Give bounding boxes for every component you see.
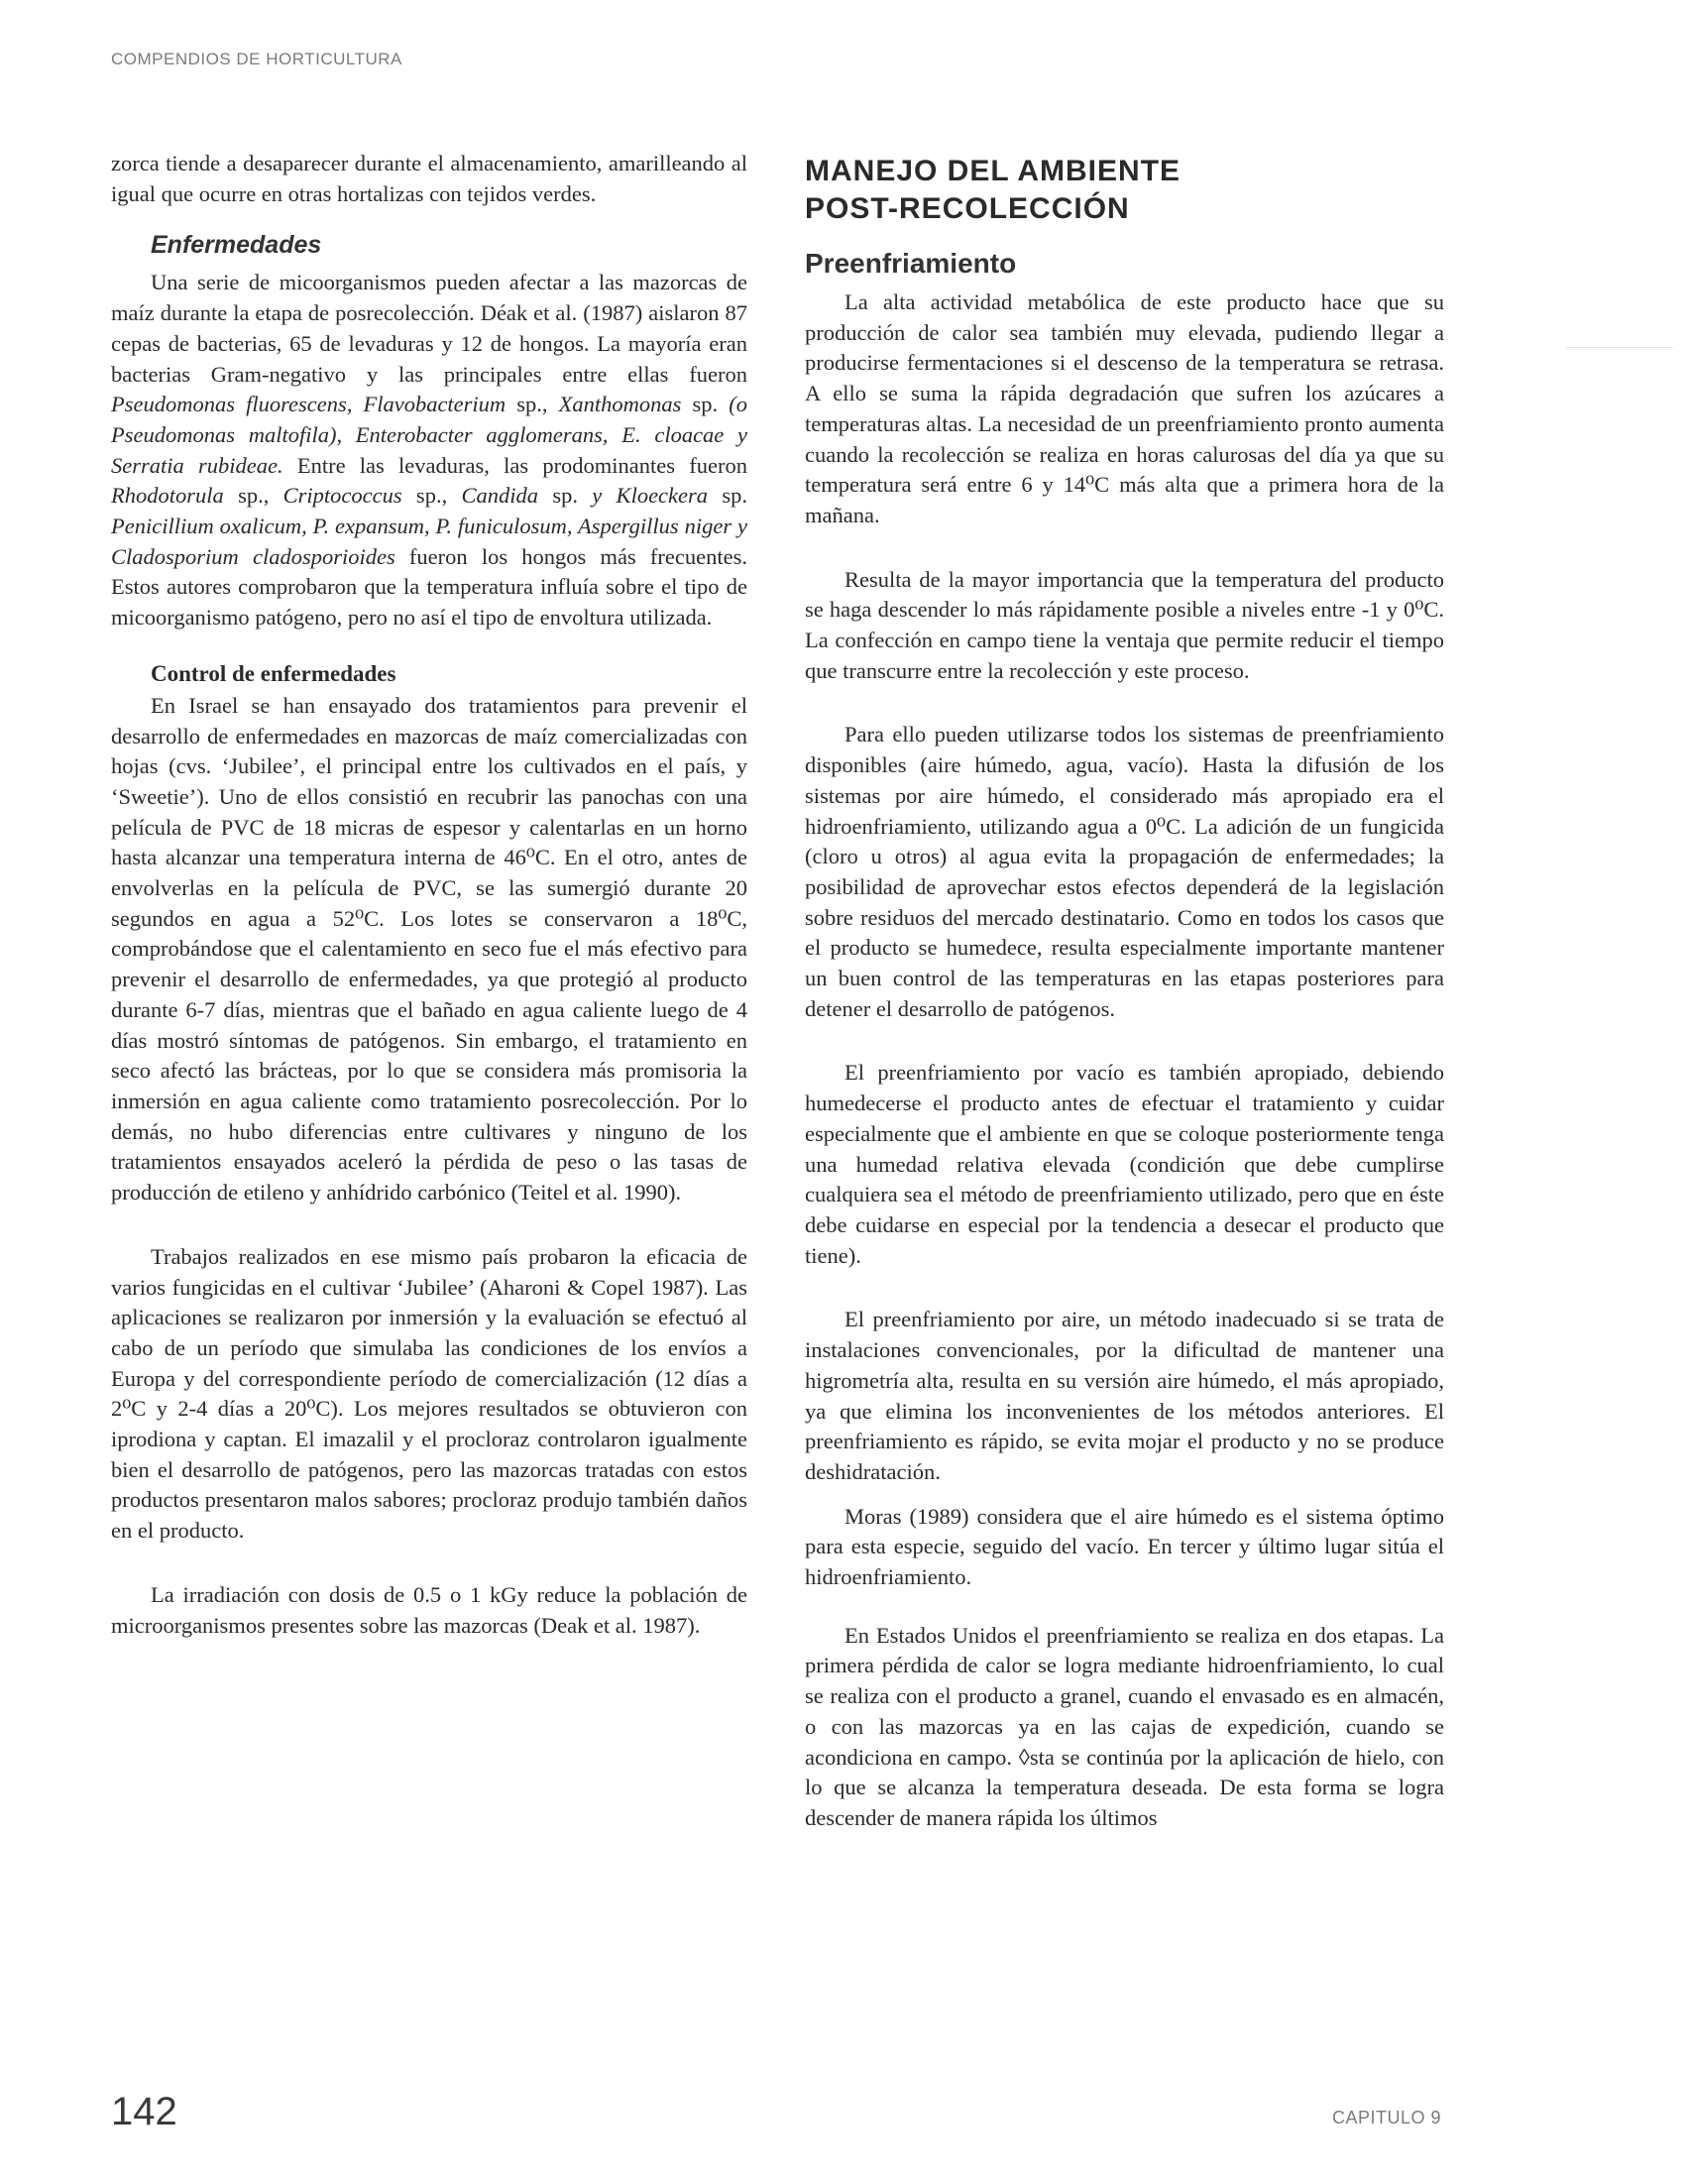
paragraph-actividad-metabolica: La alta actividad metabólica de este producto hace que su producción de calor sea también muy elevada, pudiendo llegar a producirse fermentaciones si el descenso de la temperatura se retrasa. A ello se suma la rápida degradación que sufren los azúcares a temperaturas altas. La necesidad de un preenfriamiento pronto aumenta cuando la recolección se realiza en horas calurosas del día ya que su temperatura será entre 6 y 14⁰C más alta que a primera hora de la mañana. xyxy=(805,289,1444,527)
heading-control-enfermedades: Control de enfermedades xyxy=(151,660,396,686)
right-column xyxy=(805,153,1444,1834)
paragraph-vacio: El preenfriamiento por vacío es también apropiado, debiendo humedecerse el producto antes de efectuar el tratamiento y cuidar especialmente que el ambiente en que se coloque posteriormente tenga una humedad relativa elevada (condición que debe cumplirse cualquiera sea el método de preenfriamiento utilizado, pero que en éste debe cuidarse en especial por la tendencia a desecar el producto que tiene). xyxy=(805,1060,1444,1268)
paragraph-israel: En Israel se han ensayado dos tratamientos para prevenir el desarrollo de enfermedades en mazorcas de maíz comercializadas con hojas (cvs. ‘Jubilee’, el principal entre los cultivados en el país, y ‘Sweetie’). Uno de ellos consistió en recubrir las panochas con una película de PVC de 18 micras de espesor y calentarlas en un horno hasta alcanzar una temperatura interna de 46⁰C. En el otro, antes de envolverlas en la película de PVC, se las sumergió durante 20 segundos en agua a 52⁰C. Los lotes se conservaron a 18⁰C, comprobándose que el calentamiento en seco fue el más efectivo para prevenir el desarrollo de enfermedades, ya que protegió al producto durante 6-7 días, mientras que el bañado en agua caliente luego de 4 días mostró síntomas de patógenos. Sin embargo, el tratamiento en seco afectó las brácteas, por lo que se considera más promisoria la inmersión en agua caliente como tratamiento posrecolección. Por lo demás, no hubo diferencias entre cultivares y ninguno de los tratamientos ensayados aceleró la pérdida de peso o las tasas de producción de etileno y anhídrido carbónico (Teitel et al. 1990). xyxy=(111,692,747,1206)
paragraph-enfermedades: Una serie de micoorganismos pueden afectar a las mazorcas de maíz durante la etapa de posrecolección. Déak et al. (1987) aislaron 87 cepas de bacterias, 65 de levaduras y 12 de hongos. La mayoría eran bacterias Gram-negativo y las principales entre ellas fueron Pseudomonas fluorescens, Flavobacterium sp., Xanthomonas sp. (o Pseudomonas maltofila), Enterobacter agglomerans, E. cloacae y Serratia rubideae. Entre las levaduras, las prodominantes fueron Rhodotorula sp., Criptococcus sp., Candida sp. y Kloeckera sp. Penicillium oxalicum, P. expansum, P. funiculosum, Aspergillus niger y Cladosporium cladosporioides fueron los hongos más frecuentes. Estos autores comprobaron que la temperatura influía sobre el tipo de micoorganismo patógeno, pero no así el tipo de envoltura utilizada. xyxy=(111,270,747,631)
section-title-line2: POST-RECOLECCIÓN xyxy=(805,192,1130,225)
heading-enfermedades: Enfermedades xyxy=(151,231,322,260)
paragraph-irradiacion: La irradiación con dosis de 0.5 o 1 kGy reduce la población de microorganismos presentes sobre las mazorcas (Deak et al. 1987). xyxy=(111,1581,747,1638)
margin-rule xyxy=(1566,347,1673,348)
page-number: 142 xyxy=(111,2090,177,2133)
paragraph-estados-unidos: En Estados Unidos el preenfriamiento se realiza en dos etapas. La primera pérdida de calor se logra mediante hidroenfriamiento, lo cual se realiza con el producto a granel, cuando el envasado es en almacén, o con las mazorcas ya en las cajas de expedición, cuando se acondiciona en campo. ◊sta se continúa por la aplicación de hielo, con lo que se alcanza la temperatura deseada. De esta forma se logra descender de manera rápida los últimos xyxy=(805,1622,1444,1830)
paragraph-temperatura: Resulta de la mayor importancia que la temperatura del producto se haga descender lo más rápidamente posible a niveles entre -1 y 0⁰C. La confección en campo tiene la ventaja que permite reducir el tiempo que transcurre entre la recolección y este proceso. xyxy=(805,566,1444,683)
heading-preenfriamiento: Preenfriamiento xyxy=(805,248,1017,279)
paragraph-fungicidas: Trabajos realizados en ese mismo país probaron la eficacia de varios fungicidas en el cultivar ‘Jubilee’ (Aharoni & Copel 1987). Las aplicaciones se realizaron por inmersión y la evaluación se efectuó al cabo de un período que simulaba las condiciones de los envíos a Europa y del correspondiente período de comercialización (12 días a 2⁰C y 2-4 días a 20⁰C). Los mejores resultados se obtuvieron con iprodiona y captan. El imazalil y el procloraz controlaron igualmente bien el desarrollo de patógenos, pero las mazorcas tratadas con estos productos presentaron malos sabores; procloraz produjo también daños en el producto. xyxy=(111,1243,747,1544)
running-header: COMPENDIOS DE HORTICULTURA xyxy=(111,50,402,68)
chapter-label: CAPITULO 9 xyxy=(1331,2108,1441,2127)
section-title-line1: MANEJO DEL AMBIENTE xyxy=(805,155,1182,187)
paragraph-sistemas: Para ello pueden utilizarse todos los sistemas de preenfriamiento disponibles (aire húmedo, agua, vacío). Hasta la difusión de los sistemas por aire húmedo, el considerado más apropiado era el hidroenfriamiento, utilizando agua a 0⁰C. La adición de un fungicida (cloro u otros) al agua evita la propagación de enfermedades; la posibilidad de aprovechar estos efectos dependerá de la legislación sobre residuos del mercado destinatario. Como en todos los casos que el producto se humedece, resulta especialmente importante mantener un buen control de las temperaturas en las etapas posteriores para detener el desarrollo de patógenos. xyxy=(805,722,1444,1021)
section-title xyxy=(805,153,1444,228)
left-column xyxy=(111,149,747,1641)
paragraph-continuation: zorca tiende a desaparecer durante el almacenamiento, amarilleando al igual que ocurre en otras hortalizas con tejidos verdes. xyxy=(111,151,747,206)
paragraph-moras: Moras (1989) considera que el aire húmedo es el sistema óptimo para esta especie, seguido del vacío. En tercer y último lugar sitúa el hidroenfriamiento. xyxy=(805,1503,1444,1590)
paragraph-aire: El preenfriamiento por aire, un método inadecuado si se trata de instalaciones convencionales, por la dificultad de mantener una higrometría alta, resulta en su versión aire húmedo, el más apropiado, ya que elimina los inconvenientes de los métodos anteriores. El preenfriamiento es rápido, se evita mojar el producto y no se produce deshidratación. xyxy=(805,1307,1444,1484)
